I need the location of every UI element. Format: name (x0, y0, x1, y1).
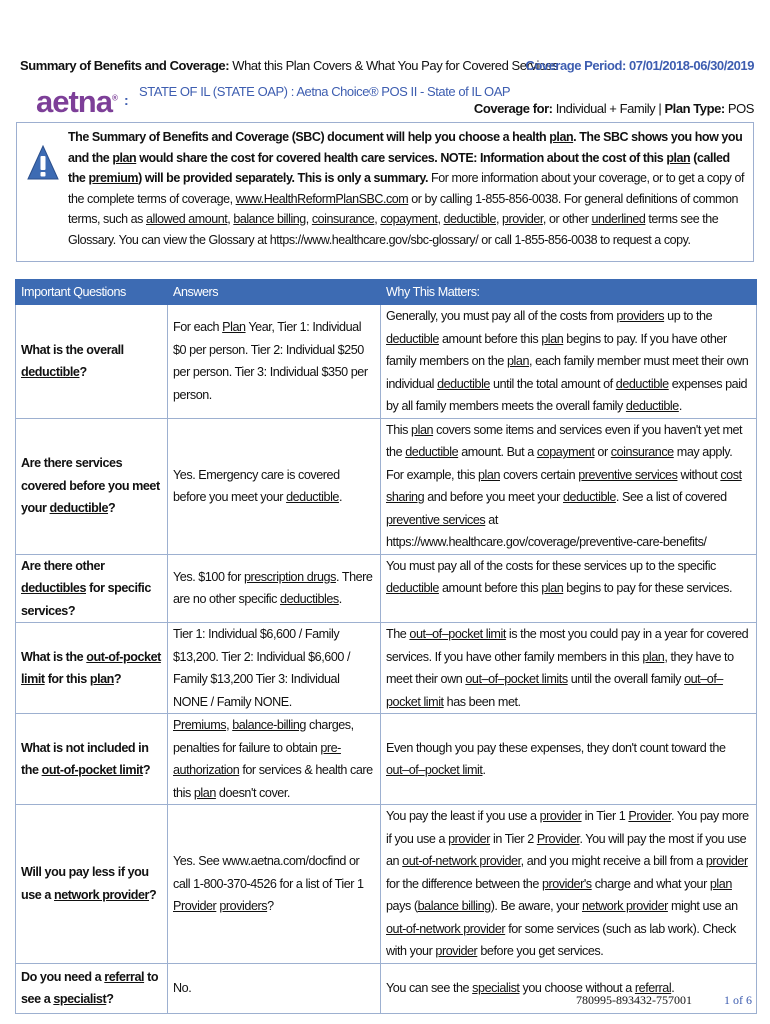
answer-cell: Yes. $100 for prescription drugs. There are no other specific deductibles. (168, 554, 381, 623)
coverage-for: Coverage for: Individual + Family | Plan Type: POS (473, 101, 754, 116)
question-cell: What is the out-of-pocket limit for this plan? (16, 623, 168, 714)
question-cell: Do you need a referral to see a specialist? (16, 963, 168, 1013)
preventive-care-link[interactable]: https://www.healthcare.gov/coverage/preventive-care-benefits/ (386, 535, 707, 549)
answer-cell: Tier 1: Individual $6,600 / Family $13,200. Tier 2: Individual $6,600 / Family $13,200 Tier 3: Individual NONE / Family NONE. (168, 623, 381, 714)
aetna-logo: aetna® (36, 84, 117, 119)
answer-cell: Premiums, balance-billing charges, penalties for failure to obtain pre-authorization for services & health care this plan doesn't cover. (168, 714, 381, 805)
table-header-row (16, 280, 757, 305)
warning-icon (27, 145, 59, 181)
why-cell: You pay the least if you use a provider in Tier 1 Provider. You pay more if you use a provider in Tier 2 Provider. You will pay the most if you use an out-of-network provider, and you might receive a bill from a provider for the difference between the provider's charge and what your plan pays (balance billing). Be aware, your network provider might use an out-of-network provider for some services (such as lab work). Check with your provider before you get services. (381, 805, 757, 964)
why-cell: You can see the specialist you choose without a referral. (381, 963, 757, 1013)
answer-cell: Yes. See www.aetna.com/docfind or call 1-800-370-4526 for a list of Tier 1 Provider providers? (168, 805, 381, 964)
why-cell: Generally, you must pay all of the costs from providers up to the deductible amount before this plan begins to pay. If you have other family members on the plan, each family member must meet their own individual deductible until the total amount of deductible expenses paid by all family members meets the overall family deductible. (381, 305, 757, 419)
header-answers: Answers (168, 280, 381, 305)
intro-text: The Summary of Benefits and Coverage (SBC) document will help you choose a health plan. The SBC shows you how you and the plan would share the cost for covered health care services. NOTE: Information about the cost of this plan (called the premium) will be provided separately. This is only a summary. For more information about your coverage, or to get a copy of the complete terms of coverage, www.HealthReformPlanSBC.com or by calling 1-855-856-0038. For general definitions of common terms, such as allowed amount, balance billing, coinsurance, copayment, deductible, provider, or other underlined terms see the Glossary. You can view the Glossary at https://www.healthcare.gov/sbc-glossary/ or call 1-855-856-0038 to request a copy. (68, 130, 745, 247)
table-row (16, 623, 757, 714)
table-row (16, 714, 757, 805)
page-number: 1 of 6 (724, 993, 752, 1007)
header-why: Why This Matters: (381, 280, 757, 305)
why-cell: This plan covers some items and services even if you haven't yet met the deductible amount. But a copayment or coinsurance may apply. For example, this plan covers certain preventive services without cost sharing and before you meet your deductible. See a list of covered preventive services at https://www.healthcare.gov/coverage/preventive-care-benefits/ (381, 418, 757, 554)
answer-cell: No. (168, 963, 381, 1013)
why-cell: Even though you pay these expenses, they don't count toward the out–of–pocket limit. (381, 714, 757, 805)
question-cell: Are there services covered before you meet your deductible? (16, 418, 168, 554)
coverage-period: Coverage Period: 07/01/2018-06/30/2019 (525, 58, 754, 73)
document-id: 780995-893432-757001 (576, 993, 692, 1007)
header-questions: Important Questions (16, 280, 168, 305)
document-title: Summary of Benefits and Coverage: What this Plan Covers & What You Pay for Covered Services (20, 58, 558, 73)
benefits-table (15, 279, 757, 1014)
table-row (16, 554, 757, 623)
table-row (16, 305, 757, 419)
answer-cell: Yes. Emergency care is covered before you meet your deductible. (168, 418, 381, 554)
question-cell: Are there other deductibles for specific services? (16, 554, 168, 623)
question-cell: What is the overall deductible? (16, 305, 168, 419)
sbc-link[interactable]: www.HealthReformPlanSBC.com (235, 191, 409, 206)
plan-name: STATE OF IL (STATE OAP) : Aetna Choice® POS II - State of IL OAP (139, 84, 511, 99)
question-cell: What is not included in the out-of-pocket limit? (16, 714, 168, 805)
why-cell: You must pay all of the costs for these services up to the specific deductible amount before this plan begins to pay for these services. (381, 554, 757, 623)
question-cell: Will you pay less if you use a network provider? (16, 805, 168, 964)
table-row (16, 805, 757, 964)
answer-cell: For each Plan Year, Tier 1: Individual $0 per person. Tier 2: Individual $250 per person. Tier 3: Individual $350 per person. (168, 305, 381, 419)
logo-separator: : (124, 92, 129, 108)
why-cell: The out–of–pocket limit is the most you could pay in a year for covered services. If you have other family members in this plan, they have to meet their own out–of–pocket limits until the overall family out–of–pocket limit has been met. (381, 623, 757, 714)
table-row (16, 418, 757, 554)
intro-box (16, 122, 754, 262)
